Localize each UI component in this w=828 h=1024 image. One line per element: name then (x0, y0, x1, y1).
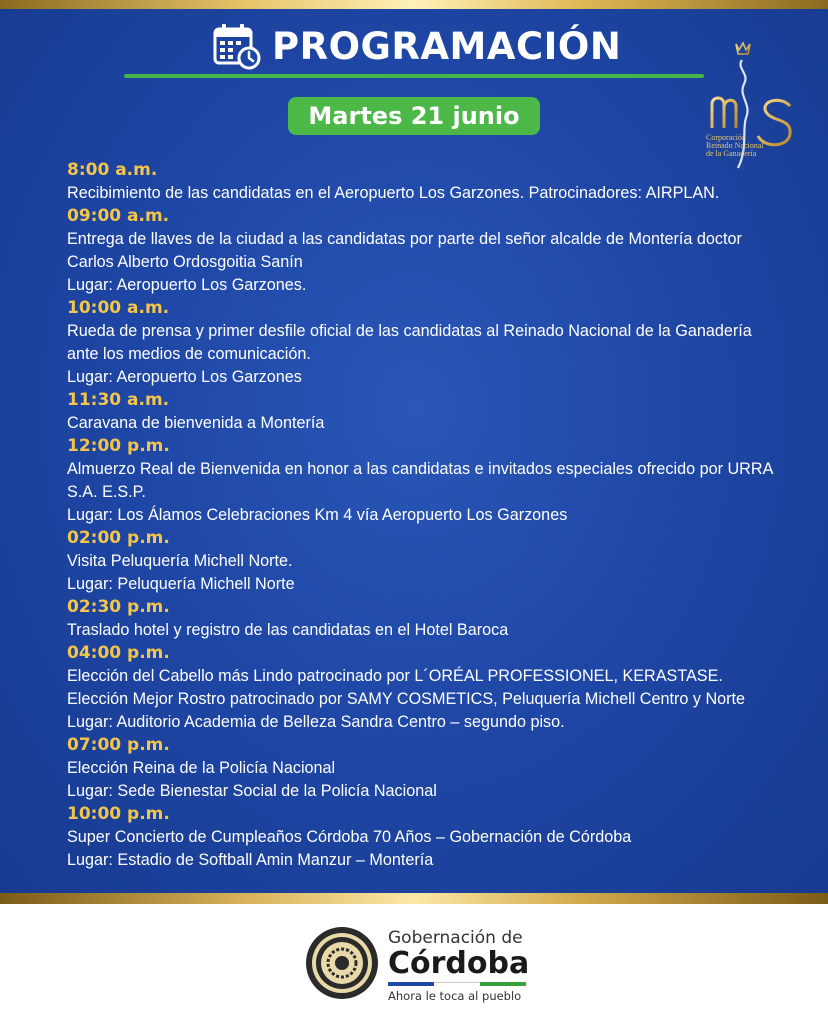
schedule-list (67, 159, 787, 872)
flag-stripe (480, 982, 526, 986)
schedule-time: 04:00 p.m. (67, 643, 170, 663)
schedule-entry (67, 435, 787, 527)
schedule-time: 10:00 a.m. (67, 298, 170, 318)
schedule-entry (67, 205, 787, 297)
schedule-description: Entrega de llaves de la ciudad a las candidatas por parte del señor alcalde de Montería doctor (67, 230, 742, 248)
schedule-description: Lugar: Aeropuerto Los Garzones. (67, 276, 307, 294)
gobernacion-slogan: Ahora le toca al pueblo (388, 989, 522, 1003)
schedule-time: 10:00 p.m. (67, 804, 170, 824)
schedule-time: 8:00 a.m. (67, 160, 158, 180)
schedule-entry (67, 803, 787, 872)
schedule-entry (67, 297, 787, 389)
gobernacion-seal-icon (304, 925, 380, 1001)
schedule-description: Visita Peluquería Michell Norte. (67, 552, 293, 570)
schedule-description: Lugar: Los Álamos Celebraciones Km 4 vía Aeropuerto Los Garzones (67, 506, 568, 524)
schedule-description: Lugar: Aeropuerto Los Garzones (67, 368, 302, 386)
page-title: PROGRAMACIÓN (272, 24, 622, 68)
schedule-entry (67, 527, 787, 596)
gobernacion-line2: Córdoba (388, 946, 530, 981)
schedule-description: Super Concierto de Cumpleaños Córdoba 70 Años – Gobernación de Córdoba (67, 828, 632, 846)
schedule-time: 11:30 a.m. (67, 390, 170, 410)
schedule-description: ante los medios de comunicación. (67, 345, 311, 363)
schedule-time: 02:00 p.m. (67, 528, 170, 548)
schedule-time: 12:00 p.m. (67, 436, 170, 456)
gold-bottom-border (0, 893, 828, 904)
flag-stripe (388, 982, 434, 986)
schedule-time: 02:30 p.m. (67, 597, 170, 617)
flag-stripe (434, 982, 480, 987)
header (212, 20, 621, 72)
schedule-description: Lugar: Auditorio Academia de Belleza Sandra Centro – segundo piso. (67, 713, 565, 731)
schedule-description: Caravana de bienvenida a Montería (67, 414, 325, 432)
schedule-description: S.A. E.S.P. (67, 483, 146, 501)
schedule-description: Carlos Alberto Ordosgoitia Sanín (67, 253, 303, 271)
schedule-description: Elección Mejor Rostro patrocinado por SAMY COSMETICS, Peluquería Michell Centro y Norte (67, 690, 746, 708)
schedule-description: Almuerzo Real de Bienvenida en honor a las candidatas e invitados especiales ofrecido por URRA (67, 460, 774, 478)
schedule-description: Traslado hotel y registro de las candidatas en el Hotel Baroca (67, 621, 509, 639)
schedule-time: 09:00 a.m. (67, 206, 170, 226)
gobernacion-wordmark (388, 928, 529, 1003)
reinado-logo-caption: Corporación Reinado Nacional de la Ganadería (706, 133, 764, 158)
schedule-description: Lugar: Peluquería Michell Norte (67, 575, 295, 593)
schedule-description: Lugar: Sede Bienestar Social de la Policía Nacional (67, 782, 437, 800)
schedule-entry (67, 159, 787, 205)
schedule-description: Rueda de prensa y primer desfile oficial de las candidatas al Reinado Nacional de la Ganadería (67, 322, 752, 340)
flag-stripes (388, 982, 526, 986)
schedule-description: Lugar: Estadio de Softball Amin Manzur – Montería (67, 851, 434, 869)
schedule-description: Elección del Cabello más Lindo patrocinado por L´ORÉAL PROFESSIONEL, KERASTASE. (67, 667, 723, 685)
schedule-description: Elección Reina de la Policía Nacional (67, 759, 336, 777)
gold-top-border (0, 0, 828, 9)
schedule-entry (67, 734, 787, 803)
date-badge: Martes 21 junio (288, 97, 540, 135)
calendar-clock-icon (212, 21, 262, 71)
schedule-entry (67, 596, 787, 642)
schedule-time: 07:00 p.m. (67, 735, 170, 755)
schedule-entry (67, 642, 787, 734)
title-underline (124, 74, 704, 78)
schedule-description: Recibimiento de las candidatas en el Aeropuerto Los Garzones. Patrocinadores: AIRPLAN. (67, 184, 720, 202)
gobernacion-line1: Gobernación de (388, 928, 523, 948)
schedule-entry (67, 389, 787, 435)
